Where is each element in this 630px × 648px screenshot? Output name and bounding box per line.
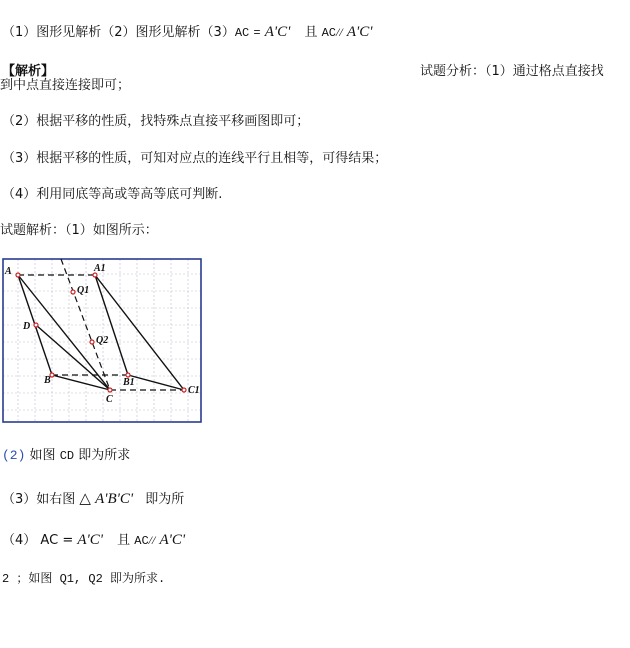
answer-summary-text: （1）图形见解析（2）图形见解析（3） (2, 25, 235, 40)
label-A1: A1 (94, 263, 106, 274)
label-C: C (106, 394, 113, 405)
answer-2-text: 如图 (29, 448, 56, 463)
point-A (16, 273, 20, 277)
qie-text: 且 (304, 25, 318, 40)
point-Q1 (71, 290, 75, 294)
answer-2-number: (2) (2, 448, 26, 463)
answer-4-eq: = (62, 533, 74, 548)
label-Q2: Q2 (96, 335, 109, 346)
answer-4-ac2: AC (134, 534, 149, 548)
answer-last-line: 2 ；如图 Q1, Q2 即为所求. (2, 572, 166, 586)
answer-3-prefix: （3）如右图 (2, 492, 76, 507)
answer-4-expr2: A'C' (159, 532, 186, 548)
triangle-symbol: △ (79, 489, 91, 507)
label-B1: B1 (123, 377, 135, 388)
geometry-figure (0, 256, 206, 426)
label-B: B (44, 375, 51, 386)
equals-sign: = (253, 26, 261, 40)
expr-a-prime-c-prime-2: A'C' (346, 24, 373, 40)
answer-3-tail: 即为所 (145, 492, 185, 507)
point-D (34, 323, 38, 327)
expr-a-prime-c-prime: A'C' (264, 24, 291, 40)
answer-3-expr: A'B'C' (95, 491, 134, 507)
analysis-step-2: （2）根据平移的性质，找特殊点直接平移画图即可； (2, 114, 310, 129)
point-Q2 (90, 340, 94, 344)
solution-intro: 试题解析：（1）如图所示： (0, 223, 158, 238)
label-A: A (5, 266, 12, 277)
label-D: D (23, 321, 31, 332)
answer-4-expr: A'C' (77, 532, 103, 548)
label-C1: C1 (188, 385, 200, 396)
parallel-sign: // (336, 25, 343, 39)
solid-lines (18, 275, 184, 390)
answer-3-line (2, 490, 184, 508)
label-Q1: Q1 (77, 285, 90, 296)
analysis-intro-right: 试题分析：（1）通过格点直接找 (420, 64, 604, 79)
analysis-intro-wrap: 到中点直接连接即可； (0, 78, 131, 93)
answer-4-ac: AC (40, 533, 59, 548)
point-C (108, 388, 112, 392)
answer-4-prefix: （4） (2, 533, 37, 548)
answer-2-tail: 即为所求 (78, 448, 131, 463)
ac-label: AC (234, 26, 250, 40)
analysis-heading: 【解析】 (2, 64, 55, 79)
answer-summary-line (2, 24, 372, 41)
answer-2-line (2, 448, 130, 464)
point-C1 (182, 388, 186, 392)
answer-4-parallel: // (148, 533, 156, 547)
answer-2-cd: CD (59, 449, 75, 463)
answer-4-line (2, 532, 185, 549)
ac-label-2: AC (321, 26, 337, 40)
dashed-lines (18, 259, 184, 390)
analysis-step-4: （4）利用同底等高或等高等底可判断. (2, 187, 223, 202)
answer-4-qie: 且 (117, 533, 131, 548)
analysis-step-3: （3）根据平移的性质，可知对应点的连线平行且相等，可得结果； (2, 151, 388, 166)
